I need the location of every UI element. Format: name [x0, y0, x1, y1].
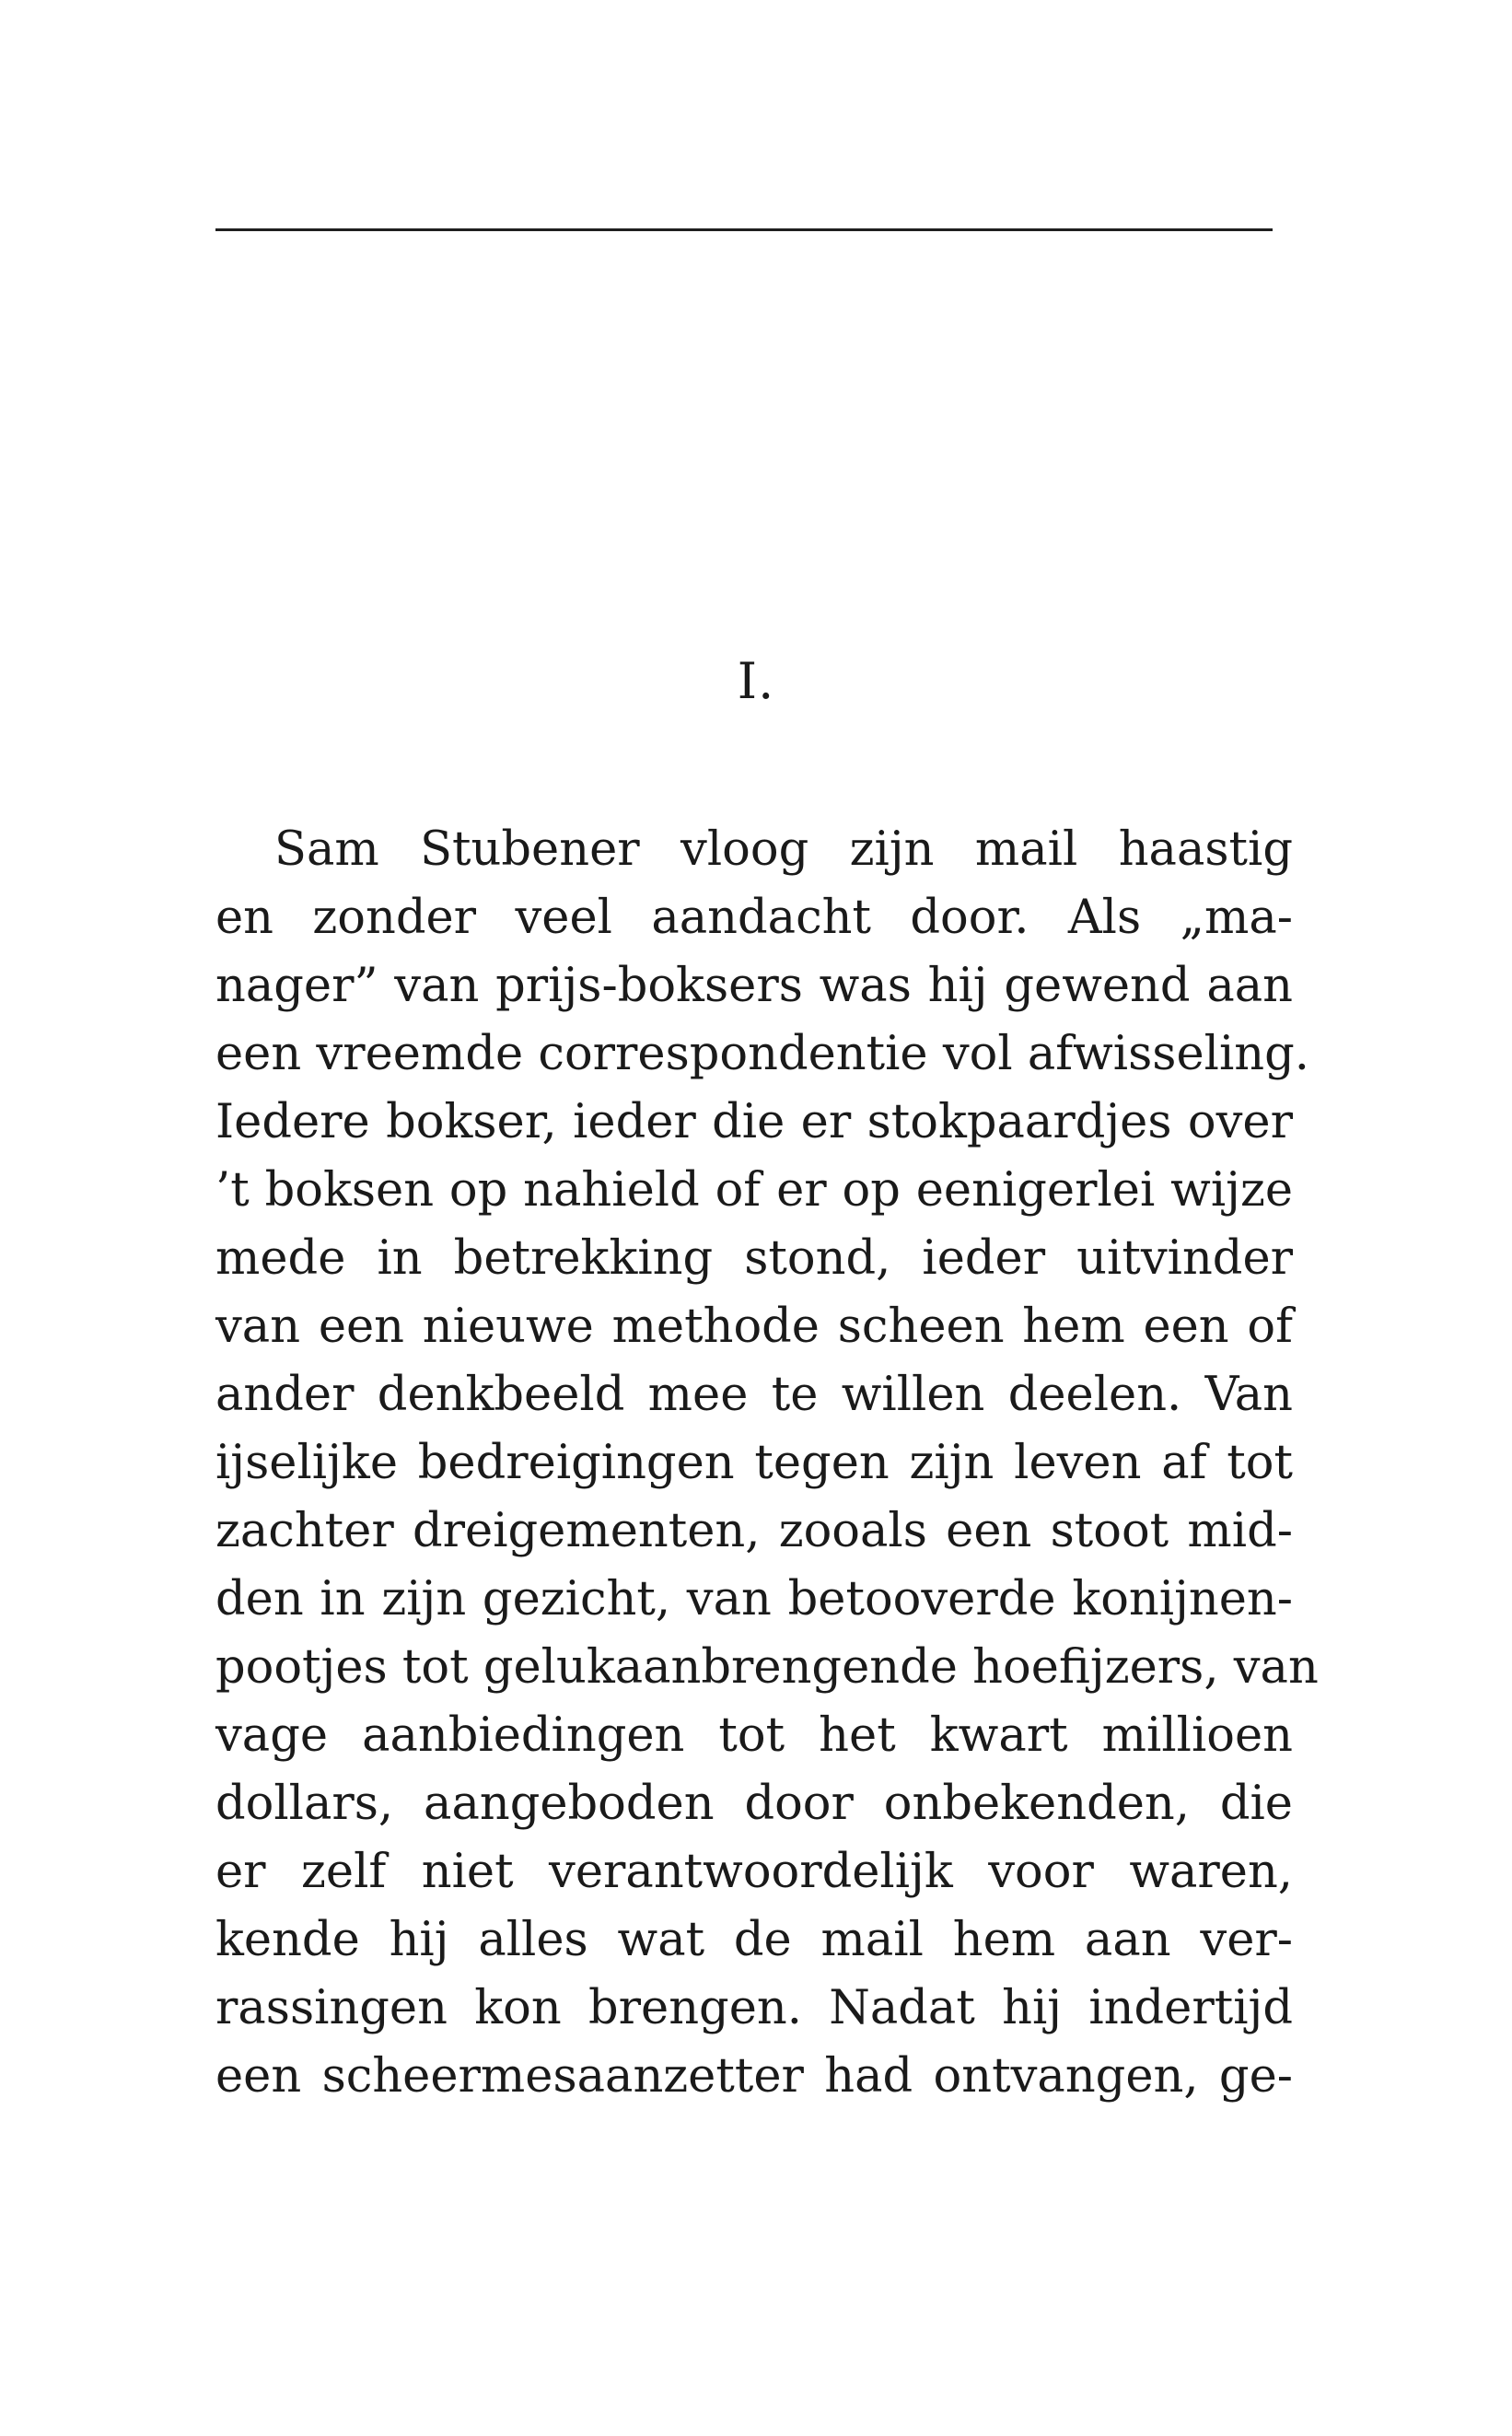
text-line: nager” van prijs-boksers was hij gewend aan: [215, 959, 1293, 1013]
text-line: een vreemde correspondentie vol afwisseling.: [215, 1027, 1309, 1081]
text-line: een scheermesaanzetter had ontvangen, ge-: [215, 2049, 1293, 2104]
text-line: kende hij alles wat de mail hem aan ver-: [215, 1913, 1293, 1967]
top-rule: [215, 228, 1273, 231]
text-line: Sam Stubener vloog zijn mail haastig: [274, 822, 1293, 877]
text-line: van een nieuwe methode scheen hem een of: [215, 1300, 1293, 1354]
text-line: rassingen kon brengen. Nadat hij indertijd: [215, 1981, 1293, 2035]
text-line: ’t boksen op nahield of er op eenigerlei wijze: [215, 1163, 1293, 1218]
text-line: Iedere bokser, ieder die er stokpaardjes over: [215, 1095, 1293, 1149]
chapter-heading: I.: [737, 652, 775, 710]
text-line: mede in betrekking stond, ieder uitvinder: [215, 1231, 1293, 1286]
text-line: pootjes tot gelukaanbrengende hoefijzers, van: [215, 1640, 1319, 1695]
body-paragraph: [215, 816, 1319, 2111]
text-line: vage aanbiedingen tot het kwart millioen: [215, 1708, 1293, 1763]
text-line: er zelf niet verantwoordelijk voor waren,: [215, 1845, 1293, 1899]
text-line: ijselijke bedreigingen tegen zijn leven af tot: [215, 1436, 1293, 1490]
text-line: en zonder veel aandacht door. Als „ma-: [215, 891, 1293, 945]
text-line: zachter dreigementen, zooals een stoot mid-: [215, 1504, 1293, 1558]
text-line: dollars, aangeboden door onbekenden, die: [215, 1777, 1293, 1831]
text-line: ander denkbeeld mee te willen deelen. Van: [215, 1368, 1293, 1422]
text-line: den in zijn gezicht, van betooverde konijnen-: [215, 1572, 1293, 1626]
